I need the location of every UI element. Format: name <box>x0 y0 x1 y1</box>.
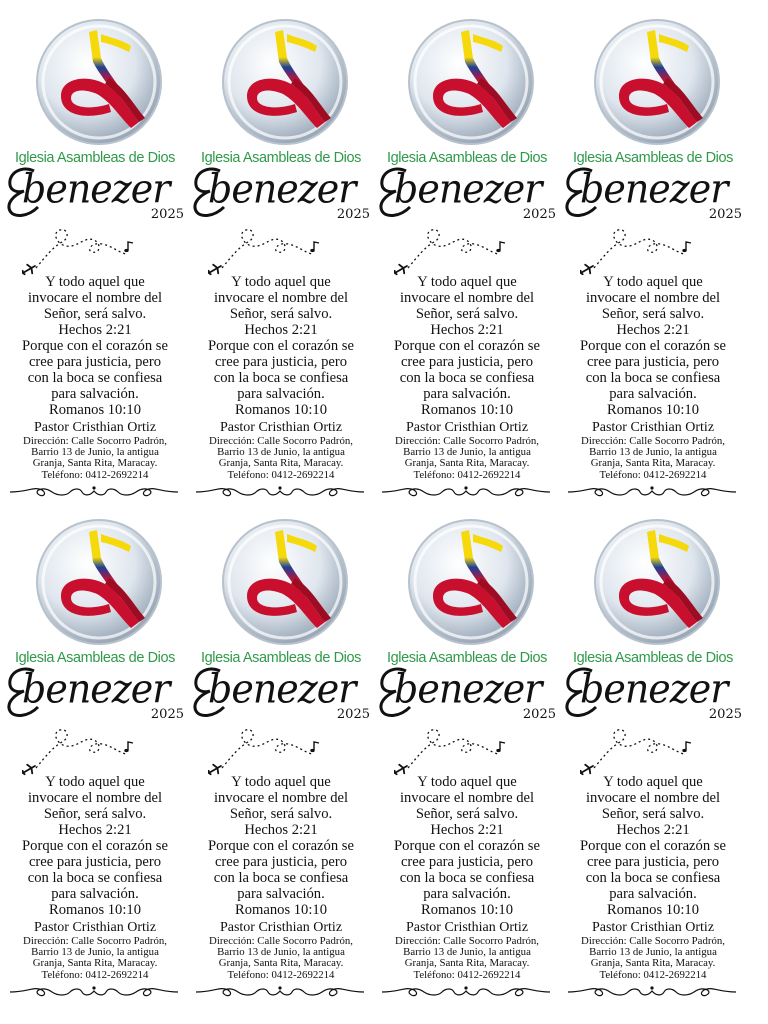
verse2-line: con la boca se confiesa <box>213 370 349 386</box>
verse2-line: para salvación. <box>51 886 139 902</box>
address-line: Dirección: Calle Socorro Padrón, <box>581 935 725 947</box>
verse-romanos <box>568 338 738 418</box>
verse2-line: Porque con el corazón se <box>208 838 354 854</box>
address-line: Granja, Santa Rita, Maracay. <box>32 457 158 470</box>
verse2-line: Porque con el corazón se <box>580 838 726 854</box>
verse-hechos <box>382 774 552 838</box>
music-note-icon <box>682 242 691 252</box>
dotted-flight-path <box>394 222 514 280</box>
verse2-line: Porque con el corazón se <box>22 338 168 354</box>
address-line: Granja, Santa Rita, Maracay. <box>590 457 716 470</box>
verse1-line: Señor, será salvo. <box>601 306 705 322</box>
address-line: Dirección: Calle Socorro Padrón, <box>209 435 353 447</box>
verse1-line: invocare el nombre del <box>585 290 721 306</box>
ebenezer-title <box>376 163 560 222</box>
verse1-line: Señor, será salvo. <box>43 306 147 322</box>
pastor-name: Pastor Cristhian Ortiz <box>405 920 529 935</box>
title-year: 2025 <box>150 707 184 722</box>
ebenezer-title <box>562 663 746 722</box>
address-line: Barrio 13 de Junio, la antigua <box>217 446 345 459</box>
church-name: Iglesia Asambleas de Dios <box>386 150 548 166</box>
title-text: benezer <box>208 665 356 713</box>
verse1-line: Y todo aquel que <box>45 274 145 290</box>
address-line: Granja, Santa Rita, Maracay. <box>404 957 530 970</box>
bookmark-card-8 <box>560 500 746 1000</box>
verse-romanos <box>382 838 552 918</box>
verse2-line: Romanos 10:10 <box>606 902 700 918</box>
verse-romanos <box>568 838 738 918</box>
address-line: Teléfono: 0412-2692214 <box>413 968 521 981</box>
verse2-line: Romanos 10:10 <box>48 402 142 418</box>
verse-hechos <box>196 774 366 838</box>
verse2-line: Porque con el corazón se <box>580 338 726 354</box>
verse1-line: Y todo aquel que <box>603 274 703 290</box>
verse2-line: Romanos 10:10 <box>234 402 328 418</box>
ebenezer-title <box>4 163 188 222</box>
address-line: Teléfono: 0412-2692214 <box>227 968 335 981</box>
verse-romanos <box>10 838 180 918</box>
logo-q-icon <box>407 518 535 646</box>
verse2-line: Romanos 10:10 <box>234 902 328 918</box>
verse2-line: cree para justicia, pero <box>28 354 162 370</box>
verse2-line: para salvación. <box>609 886 697 902</box>
title-year: 2025 <box>150 207 184 222</box>
verse2-line: con la boca se confiesa <box>585 370 721 386</box>
address-line: Barrio 13 de Junio, la antigua <box>217 946 345 959</box>
verse1-line: Y todo aquel que <box>231 274 331 290</box>
verse2-line: cree para justicia, pero <box>214 354 348 370</box>
verse1-line: invocare el nombre del <box>27 290 163 306</box>
address-line: Teléfono: 0412-2692214 <box>41 968 149 981</box>
logo-q-icon <box>593 18 721 146</box>
verse1-line: Hechos 2:21 <box>58 322 132 338</box>
title-year: 2025 <box>522 707 556 722</box>
music-note-icon <box>124 742 133 752</box>
flourish-divider-icon <box>194 982 366 1000</box>
address-line: Granja, Santa Rita, Maracay. <box>32 957 158 970</box>
verse-romanos <box>382 338 552 418</box>
address-line: Granja, Santa Rita, Maracay. <box>404 457 530 470</box>
verse-hechos <box>568 774 738 838</box>
verse2-line: para salvación. <box>423 886 511 902</box>
title-text: benezer <box>580 165 728 213</box>
title-year: 2025 <box>522 207 556 222</box>
verse-romanos <box>196 338 366 418</box>
verse-hechos <box>568 274 738 338</box>
music-note-icon <box>496 242 505 252</box>
verse2-line: Porque con el corazón se <box>208 338 354 354</box>
verse-hechos <box>382 274 552 338</box>
address-line: Barrio 13 de Junio, la antigua <box>589 946 717 959</box>
dotted-flight-path <box>208 222 328 280</box>
title-year: 2025 <box>336 707 370 722</box>
address-line: Teléfono: 0412-2692214 <box>227 468 335 481</box>
address-line: Teléfono: 0412-2692214 <box>599 468 707 481</box>
flourish-divider-icon <box>194 482 366 500</box>
flourish-divider-icon <box>566 482 738 500</box>
logo-q-icon <box>35 18 163 146</box>
logo-q-icon <box>407 18 535 146</box>
verse2-line: cree para justicia, pero <box>400 354 534 370</box>
bookmark-card-4 <box>560 0 746 500</box>
address-line: Barrio 13 de Junio, la antigua <box>403 946 531 959</box>
church-name: Iglesia Asambleas de Dios <box>386 650 548 666</box>
verse1-line: invocare el nombre del <box>213 790 349 806</box>
ebenezer-title <box>190 163 374 222</box>
verse2-line: con la boca se confiesa <box>585 870 721 886</box>
title-text: benezer <box>22 665 170 713</box>
verse2-line: Romanos 10:10 <box>48 902 142 918</box>
title-year: 2025 <box>336 207 370 222</box>
verse1-line: Señor, será salvo. <box>415 806 519 822</box>
verse2-line: con la boca se confiesa <box>27 370 163 386</box>
verse1-line: Señor, será salvo. <box>601 806 705 822</box>
verse2-line: para salvación. <box>237 886 325 902</box>
address-line: Teléfono: 0412-2692214 <box>599 968 707 981</box>
church-name: Iglesia Asambleas de Dios <box>14 150 176 166</box>
pastor-name: Pastor Cristhian Ortiz <box>405 420 529 435</box>
verse2-line: Porque con el corazón se <box>22 838 168 854</box>
verse1-line: Y todo aquel que <box>603 774 703 790</box>
church-name: Iglesia Asambleas de Dios <box>200 650 362 666</box>
flourish-divider-icon <box>8 982 180 1000</box>
verse2-line: Romanos 10:10 <box>606 402 700 418</box>
church-name: Iglesia Asambleas de Dios <box>572 650 734 666</box>
address-block <box>192 436 370 481</box>
address-line: Barrio 13 de Junio, la antigua <box>31 946 159 959</box>
verse-hechos <box>196 274 366 338</box>
address-line: Dirección: Calle Socorro Padrón, <box>581 435 725 447</box>
address-line: Teléfono: 0412-2692214 <box>41 468 149 481</box>
music-note-icon <box>682 742 691 752</box>
bookmark-card-5 <box>2 500 188 1000</box>
bookmark-card-6 <box>188 500 374 1000</box>
bookmark-card-2 <box>188 0 374 500</box>
logo-q-icon <box>593 518 721 646</box>
address-block <box>564 436 742 481</box>
verse2-line: con la boca se confiesa <box>399 370 535 386</box>
address-block <box>564 936 742 981</box>
verse1-line: Y todo aquel que <box>231 774 331 790</box>
address-block <box>6 436 184 481</box>
ebenezer-title <box>376 663 560 722</box>
address-block <box>6 936 184 981</box>
verse2-line: cree para justicia, pero <box>400 854 534 870</box>
title-text: benezer <box>22 165 170 213</box>
flourish-divider-icon <box>8 482 180 500</box>
church-name: Iglesia Asambleas de Dios <box>14 650 176 666</box>
address-block <box>378 436 556 481</box>
verse2-line: Porque con el corazón se <box>394 838 540 854</box>
flourish-divider-icon <box>380 982 552 1000</box>
logo-q-icon <box>221 18 349 146</box>
flourish-divider-icon <box>380 482 552 500</box>
verse1-line: Hechos 2:21 <box>616 322 690 338</box>
verse1-line: Hechos 2:21 <box>616 822 690 838</box>
flourish-divider-icon <box>566 982 738 1000</box>
address-line: Barrio 13 de Junio, la antigua <box>589 446 717 459</box>
address-block <box>192 936 370 981</box>
dotted-flight-path <box>394 722 514 780</box>
verse-hechos <box>10 274 180 338</box>
verse2-line: cree para justicia, pero <box>28 854 162 870</box>
dotted-flight-path <box>22 222 142 280</box>
verse2-line: para salvación. <box>237 386 325 402</box>
church-name: Iglesia Asambleas de Dios <box>200 150 362 166</box>
title-text: benezer <box>394 665 542 713</box>
verse2-line: Romanos 10:10 <box>420 902 514 918</box>
pastor-name: Pastor Cristhian Ortiz <box>591 920 715 935</box>
address-line: Dirección: Calle Socorro Padrón, <box>23 935 167 947</box>
verse1-line: Señor, será salvo. <box>229 306 333 322</box>
bookmark-card-1 <box>2 0 188 500</box>
dotted-flight-path <box>580 222 700 280</box>
verse1-line: Y todo aquel que <box>45 774 145 790</box>
verse1-line: invocare el nombre del <box>585 790 721 806</box>
bookmark-card-7 <box>374 500 560 1000</box>
address-line: Barrio 13 de Junio, la antigua <box>31 446 159 459</box>
verse2-line: para salvación. <box>423 386 511 402</box>
bookmark-card-3 <box>374 0 560 500</box>
verse-romanos <box>196 838 366 918</box>
title-year: 2025 <box>708 207 742 222</box>
title-text: benezer <box>580 665 728 713</box>
logo-q-icon <box>35 518 163 646</box>
address-line: Granja, Santa Rita, Maracay. <box>218 457 344 470</box>
verse-romanos <box>10 338 180 418</box>
verse2-line: con la boca se confiesa <box>399 870 535 886</box>
address-line: Dirección: Calle Socorro Padrón, <box>395 435 539 447</box>
title-text: benezer <box>208 165 356 213</box>
verse2-line: para salvación. <box>51 386 139 402</box>
dotted-flight-path <box>580 722 700 780</box>
dotted-flight-path <box>208 722 328 780</box>
verse2-line: Romanos 10:10 <box>420 402 514 418</box>
church-name: Iglesia Asambleas de Dios <box>572 150 734 166</box>
verse1-line: Hechos 2:21 <box>244 822 318 838</box>
verse1-line: Señor, será salvo. <box>43 806 147 822</box>
address-line: Dirección: Calle Socorro Padrón, <box>209 935 353 947</box>
address-line: Granja, Santa Rita, Maracay. <box>218 957 344 970</box>
dotted-flight-path <box>22 722 142 780</box>
verse2-line: cree para justicia, pero <box>586 354 720 370</box>
music-note-icon <box>496 742 505 752</box>
verse1-line: Hechos 2:21 <box>244 322 318 338</box>
title-year: 2025 <box>708 707 742 722</box>
pastor-name: Pastor Cristhian Ortiz <box>219 420 343 435</box>
verse-hechos <box>10 774 180 838</box>
ebenezer-title <box>190 663 374 722</box>
music-note-icon <box>310 242 319 252</box>
verse1-line: invocare el nombre del <box>27 790 163 806</box>
verse1-line: Y todo aquel que <box>417 274 517 290</box>
ebenezer-title <box>562 163 746 222</box>
pastor-name: Pastor Cristhian Ortiz <box>33 920 157 935</box>
verse1-line: Hechos 2:21 <box>58 822 132 838</box>
verse1-line: Y todo aquel que <box>417 774 517 790</box>
verse1-line: invocare el nombre del <box>213 290 349 306</box>
address-line: Teléfono: 0412-2692214 <box>413 468 521 481</box>
music-note-icon <box>310 742 319 752</box>
pastor-name: Pastor Cristhian Ortiz <box>33 420 157 435</box>
pastor-name: Pastor Cristhian Ortiz <box>219 920 343 935</box>
pastor-name: Pastor Cristhian Ortiz <box>591 420 715 435</box>
verse2-line: con la boca se confiesa <box>213 870 349 886</box>
ebenezer-title <box>4 663 188 722</box>
verse1-line: Señor, será salvo. <box>415 306 519 322</box>
verse1-line: invocare el nombre del <box>399 790 535 806</box>
music-note-icon <box>124 242 133 252</box>
verse2-line: con la boca se confiesa <box>27 870 163 886</box>
address-line: Dirección: Calle Socorro Padrón, <box>395 935 539 947</box>
verse2-line: cree para justicia, pero <box>214 854 348 870</box>
verse1-line: Hechos 2:21 <box>430 322 504 338</box>
verse1-line: Hechos 2:21 <box>430 822 504 838</box>
title-text: benezer <box>394 165 542 213</box>
logo-q-icon <box>221 518 349 646</box>
verse2-line: cree para justicia, pero <box>586 854 720 870</box>
address-line: Dirección: Calle Socorro Padrón, <box>23 435 167 447</box>
address-line: Barrio 13 de Junio, la antigua <box>403 446 531 459</box>
address-line: Granja, Santa Rita, Maracay. <box>590 957 716 970</box>
address-block <box>378 936 556 981</box>
verse2-line: Porque con el corazón se <box>394 338 540 354</box>
verse1-line: invocare el nombre del <box>399 290 535 306</box>
verse2-line: para salvación. <box>609 386 697 402</box>
verse1-line: Señor, será salvo. <box>229 806 333 822</box>
